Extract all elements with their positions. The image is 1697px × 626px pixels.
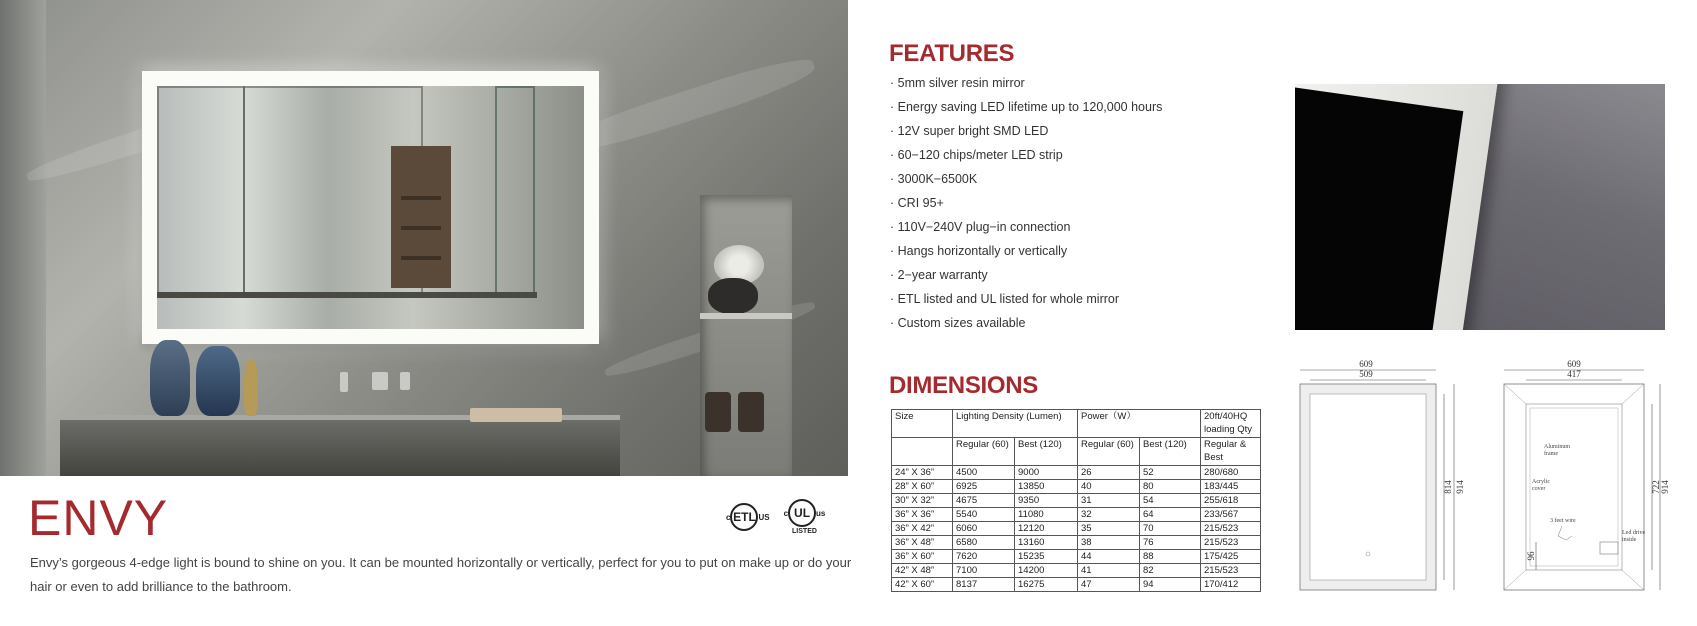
- table-cell: 36” X 60”: [892, 550, 953, 564]
- table-cell: 32: [1078, 508, 1140, 522]
- storage-jar: [705, 392, 731, 432]
- ul-listed-icon: [784, 499, 826, 535]
- subheader-cell: Best (120): [1140, 438, 1201, 466]
- niche-shelf: [700, 313, 792, 319]
- table-cell: 24” X 36”: [892, 466, 953, 480]
- product-description: Envy’s gorgeous 4-edge light is bound to shine on you. It can be mounted horizontally or vertically, perfect for you to put on make up or do your hair or even to add brilliance to the bathroom.: [30, 555, 852, 594]
- table-cell: 233/567: [1201, 508, 1261, 522]
- table-cell: 40: [1078, 480, 1140, 494]
- feature-item: · 12V super bright SMD LED: [890, 124, 1049, 138]
- table-cell: 183/445: [1201, 480, 1261, 494]
- reflected-shelf: [401, 196, 441, 200]
- features-heading: FEATURES: [889, 40, 1015, 67]
- table-cell: 215/523: [1201, 522, 1261, 536]
- table-cell: 82: [1140, 564, 1201, 578]
- table-cell: 9000: [1015, 466, 1078, 480]
- header-lumen: Lighting Density (Lumen): [953, 410, 1078, 438]
- table-cell: 52: [1140, 466, 1201, 480]
- table-row: [892, 522, 1261, 536]
- table-cell: 14200: [1015, 564, 1078, 578]
- subheader-cell: Regular (60): [1078, 438, 1140, 466]
- mirror-reflection: [157, 86, 584, 329]
- subheader-cell: Regular (60): [953, 438, 1015, 466]
- dim-outer-height: 914: [1660, 480, 1670, 494]
- table-cell: 9350: [1015, 494, 1078, 508]
- table-cell: 6580: [953, 536, 1015, 550]
- table-row: [892, 466, 1261, 480]
- table-cell: 94: [1140, 578, 1201, 592]
- note-led-drive: Led drive: [1622, 530, 1646, 536]
- ul-c-label: c: [783, 508, 789, 518]
- mirror-edge-closeup: [1295, 84, 1503, 330]
- table-row: [892, 578, 1261, 592]
- table-cell: 38: [1078, 536, 1140, 550]
- dim-inner-width: 509: [1359, 369, 1373, 379]
- dim-inner-width: 417: [1567, 369, 1581, 379]
- table-cell: 76: [1140, 536, 1201, 550]
- back-outline: [1504, 384, 1644, 590]
- table-cell: 26: [1078, 466, 1140, 480]
- table-cell: 170/412: [1201, 578, 1261, 592]
- table-cell: 47: [1078, 578, 1140, 592]
- table-cell: 5540: [953, 508, 1015, 522]
- table-cell: 64: [1140, 508, 1201, 522]
- table-cell: 7620: [953, 550, 1015, 564]
- reflected-doorway: [391, 146, 451, 288]
- dim-outer-width: 609: [1359, 359, 1373, 369]
- dim-outer-width: 609: [1567, 359, 1581, 369]
- ul-us-label: us: [816, 508, 826, 518]
- dimensions-table: [891, 409, 1261, 592]
- reflected-shelf: [401, 226, 441, 230]
- table-cell: 35: [1078, 522, 1140, 536]
- table-cell: 175/425: [1201, 550, 1261, 564]
- table-row: [892, 564, 1261, 578]
- table-row: [892, 494, 1261, 508]
- feature-item: · Hangs horizontally or vertically: [890, 244, 1068, 258]
- faucet: [372, 372, 388, 390]
- table-cell: 42” X 60”: [892, 578, 953, 592]
- table-cell: 8137: [953, 578, 1015, 592]
- table-cell: 88: [1140, 550, 1201, 564]
- feature-item: · ETL listed and UL listed for whole mirror: [890, 292, 1120, 306]
- table-cell: 30” X 32”: [892, 494, 953, 508]
- feature-item: · 2−year warranty: [890, 268, 988, 282]
- feature-item: · 110V−240V plug−in connection: [890, 220, 1071, 234]
- table-row: [892, 550, 1261, 564]
- dim-inner-height: 814: [1443, 480, 1453, 494]
- table-cell: 41: [1078, 564, 1140, 578]
- table-cell: 255/618: [1201, 494, 1261, 508]
- table-cell: 44: [1078, 550, 1140, 564]
- table-cell: 12120: [1015, 522, 1078, 536]
- wall-niche: [700, 195, 792, 476]
- flower-pot: [708, 278, 758, 314]
- table-cell: 36” X 36”: [892, 508, 953, 522]
- table-cell: 4500: [953, 466, 1015, 480]
- product-name: ENVY: [28, 490, 169, 546]
- table-cell: 70: [1140, 522, 1201, 536]
- etl-listed-icon: [726, 503, 770, 531]
- table-cell: 280/680: [1201, 466, 1261, 480]
- table-subheader-row: [892, 438, 1261, 466]
- header-power: Power（W）: [1078, 410, 1201, 438]
- vanity-counter: [60, 420, 620, 476]
- reflected-glass-panel: [495, 86, 535, 296]
- table-row: [892, 536, 1261, 550]
- marble-vein: [562, 51, 819, 160]
- table-cell: 36” X 48”: [892, 536, 953, 550]
- table-cell: 15235: [1015, 550, 1078, 564]
- faucet: [340, 372, 348, 392]
- table-cell: 54: [1140, 494, 1201, 508]
- note-aluminum-frame-2: frame: [1544, 451, 1558, 457]
- subheader-cell: Regular & Best: [1201, 438, 1261, 466]
- table-cell: 13160: [1015, 536, 1078, 550]
- note-acrylic-cover-2: cover: [1532, 486, 1546, 492]
- table-cell: 4675: [953, 494, 1015, 508]
- led-mirror: [142, 71, 599, 344]
- note-acrylic-cover: Acrylic: [1532, 479, 1550, 485]
- note-wire: 3 feet wire: [1550, 518, 1576, 524]
- reflected-shelf: [401, 256, 441, 260]
- table-cell: 80: [1140, 480, 1201, 494]
- feature-item: · Energy saving LED lifetime up to 120,000 hours: [890, 100, 1163, 114]
- features-list: [890, 71, 1162, 335]
- mirror-closeup-photo: [1295, 84, 1665, 330]
- etl-c-label: c: [726, 512, 731, 522]
- reflected-cabinet: [157, 86, 245, 296]
- feature-item: · 60−120 chips/meter LED strip: [890, 148, 1063, 162]
- table-cell: 215/523: [1201, 536, 1261, 550]
- front-view-drawing: [1296, 358, 1466, 594]
- ul-mark: UL: [788, 499, 816, 527]
- feature-item: · CRI 95+: [890, 196, 944, 210]
- ul-listed-label: LISTED: [792, 528, 817, 535]
- back-view-drawing: [1500, 358, 1670, 594]
- etl-us-label: US: [758, 512, 770, 522]
- storage-jar: [738, 392, 764, 432]
- certification-marks: [726, 499, 825, 535]
- faucet: [400, 372, 410, 390]
- table-cell: 7100: [953, 564, 1015, 578]
- feature-item: · 3000K−6500K: [890, 172, 978, 186]
- gold-vase: [244, 360, 258, 416]
- blue-vase: [196, 346, 240, 416]
- feature-item: · Custom sizes available: [890, 316, 1026, 330]
- subheader-cell: Best (120): [1015, 438, 1078, 466]
- dim-inner-height: 722: [1651, 480, 1661, 494]
- table-cell: 16275: [1015, 578, 1078, 592]
- feature-item: · 5mm silver resin mirror: [890, 76, 1025, 90]
- dim-outer-height: 914: [1455, 480, 1465, 494]
- table-cell: 6925: [953, 480, 1015, 494]
- note-led-drive-2: inside: [1622, 537, 1637, 543]
- table-cell: 13850: [1015, 480, 1078, 494]
- wall-edge: [0, 0, 46, 476]
- header-loading-qty: 20ft/40HQ loading Qty: [1201, 410, 1261, 438]
- note-aluminum-frame: Aluminum: [1544, 444, 1571, 450]
- table-cell: 31: [1078, 494, 1140, 508]
- blue-vase: [150, 340, 190, 416]
- table-cell: 28” X 60”: [892, 480, 953, 494]
- dim-offset: 96: [1526, 551, 1536, 561]
- amenity-tray: [470, 408, 562, 422]
- table-cell: 42” X 48”: [892, 564, 953, 578]
- table-cell: 6060: [953, 522, 1015, 536]
- table-header-row: [892, 410, 1261, 438]
- mirror-dark-surface: [1295, 87, 1463, 330]
- subheader-cell: [892, 438, 953, 466]
- table-row: [892, 480, 1261, 494]
- dimensions-heading: DIMENSIONS: [889, 372, 1039, 399]
- header-size: Size: [892, 410, 953, 438]
- table-row: [892, 508, 1261, 522]
- table-cell: 36” X 42”: [892, 522, 953, 536]
- etl-mark: ETL: [730, 503, 758, 531]
- bathroom-photo: [0, 0, 848, 476]
- reflected-counter: [157, 292, 537, 298]
- table-cell: 11080: [1015, 508, 1078, 522]
- table-cell: 215/523: [1201, 564, 1261, 578]
